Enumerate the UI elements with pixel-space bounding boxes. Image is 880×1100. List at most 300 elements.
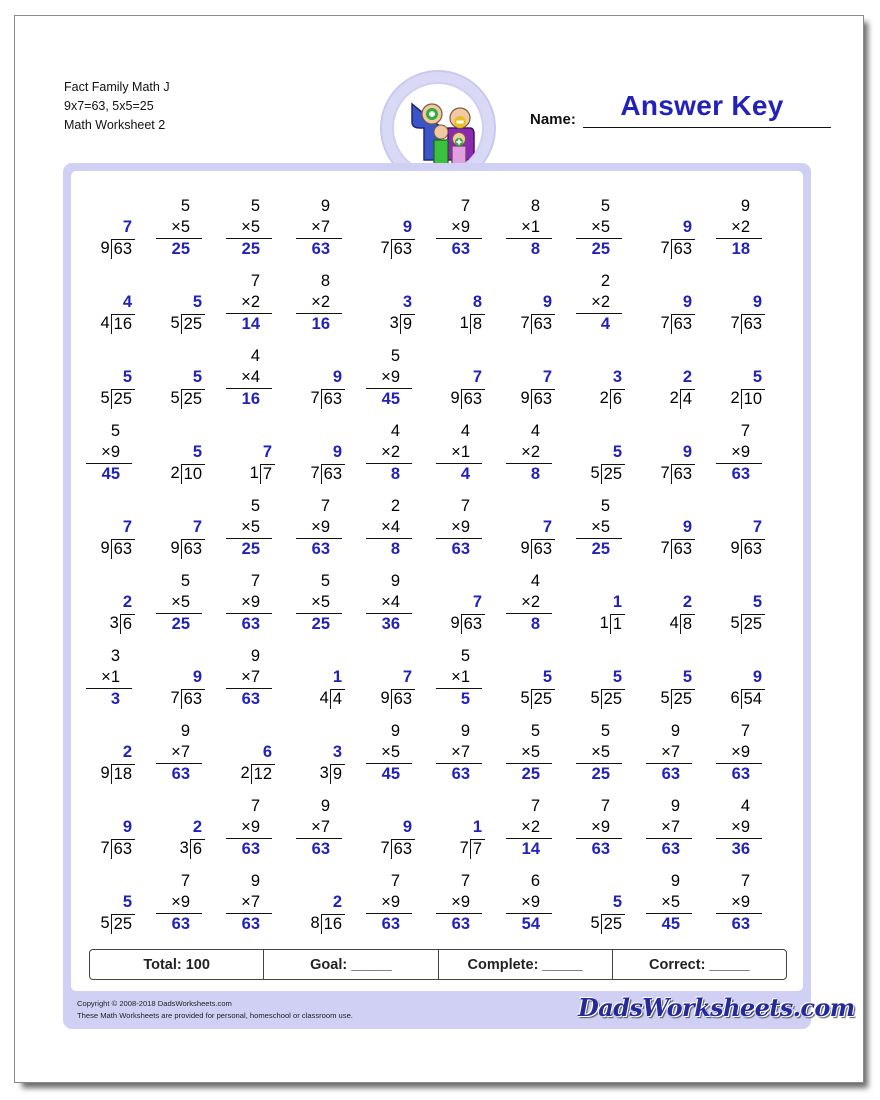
factor-bottom: ×2 <box>296 292 342 314</box>
quotient-answer: 5 <box>612 443 622 461</box>
quotient-answer: 8 <box>472 293 482 311</box>
copyright-notice <box>77 998 353 1022</box>
factor-top: 6 <box>530 872 540 890</box>
dividend: 63 <box>461 614 485 634</box>
long-division <box>320 688 345 709</box>
quotient-answer: 7 <box>472 368 482 386</box>
multiplication-problem <box>639 721 709 796</box>
factor-value: 2 <box>320 293 330 311</box>
usage-line: These Math Worksheets are provided for personal, homeschool or classroom use. <box>77 1011 353 1020</box>
factor-bottom: ×4 <box>366 592 412 614</box>
multiplication-stack <box>156 196 202 260</box>
multiplication-stack <box>506 721 552 785</box>
factor-value: 2 <box>390 443 400 461</box>
quotient-answer: 5 <box>612 893 622 911</box>
factor-value: 2 <box>530 818 540 836</box>
factor-top: 7 <box>460 197 470 215</box>
multiplication-problem <box>499 421 569 496</box>
dividend: 25 <box>111 914 135 934</box>
multiplication-problem <box>219 346 289 421</box>
factor-top: 4 <box>530 422 540 440</box>
factor-bottom: ×5 <box>576 517 622 539</box>
divisor: 7 <box>520 314 530 332</box>
factor-top: 9 <box>460 722 470 740</box>
multiplication-stack <box>646 721 692 785</box>
dividend: 63 <box>671 539 695 559</box>
long-division <box>250 463 275 484</box>
dividend: 54 <box>741 689 765 709</box>
long-division <box>730 313 765 334</box>
factor-top: 9 <box>670 797 680 815</box>
factor-bottom: ×9 <box>226 592 272 614</box>
dividend: 6 <box>610 389 625 409</box>
dividend: 16 <box>321 914 345 934</box>
long-division <box>170 538 205 559</box>
divisor: 6 <box>730 689 740 707</box>
divisor: 9 <box>450 389 460 407</box>
division-problem <box>569 421 639 496</box>
factor-value: 7 <box>670 743 680 761</box>
factor-bottom: ×7 <box>226 892 272 914</box>
division-problem <box>569 571 639 646</box>
divisor: 9 <box>520 389 530 407</box>
quotient-answer: 2 <box>192 818 202 836</box>
dividend: 25 <box>531 689 555 709</box>
dividend: 25 <box>181 389 205 409</box>
product-answer: 63 <box>381 915 400 933</box>
factor-top: 5 <box>320 572 330 590</box>
factor-value: 5 <box>320 593 330 611</box>
dividend: 63 <box>531 314 555 334</box>
multiplication-stack <box>436 646 482 710</box>
divisor: 2 <box>669 389 679 407</box>
factor-top: 9 <box>670 872 680 890</box>
factor-value: 1 <box>110 668 120 686</box>
product-answer: 16 <box>241 390 260 408</box>
quotient-answer: 2 <box>122 593 132 611</box>
dividend: 9 <box>330 764 345 784</box>
division-problem <box>289 721 359 796</box>
long-division <box>660 313 695 334</box>
product-answer: 63 <box>451 240 470 258</box>
dividend: 63 <box>671 464 695 484</box>
factor-value: 9 <box>740 443 750 461</box>
dividend: 63 <box>531 539 555 559</box>
division-problem <box>709 646 779 721</box>
division-problem <box>709 571 779 646</box>
quotient-answer: 7 <box>122 218 132 236</box>
factor-top: 7 <box>460 872 470 890</box>
factor-bottom: ×5 <box>576 217 622 239</box>
division-problem <box>79 571 149 646</box>
total-field: Total: 100 <box>90 950 264 979</box>
quotient-answer: 5 <box>122 368 132 386</box>
divisor: 7 <box>100 839 110 857</box>
long-division <box>100 313 135 334</box>
division-problem <box>149 346 219 421</box>
dividend: 12 <box>251 764 275 784</box>
divisor: 1 <box>599 614 609 632</box>
factor-value: 7 <box>460 743 470 761</box>
multiplication-stack <box>716 871 762 935</box>
factor-value: 9 <box>460 218 470 236</box>
factor-value: 9 <box>390 893 400 911</box>
multiplication-problem <box>219 871 289 946</box>
product-answer: 8 <box>530 240 540 258</box>
multiplication-problem <box>289 796 359 871</box>
multiplication-stack <box>436 421 482 485</box>
factor-top: 7 <box>250 272 260 290</box>
quotient-answer: 2 <box>682 593 692 611</box>
dividend: 25 <box>601 689 625 709</box>
factor-bottom: ×5 <box>646 892 692 914</box>
product-answer: 63 <box>241 915 260 933</box>
division-problem <box>569 646 639 721</box>
factor-top: 5 <box>180 197 190 215</box>
divisor: 7 <box>459 839 469 857</box>
division-problem <box>639 196 709 271</box>
multiplication-problem <box>149 721 219 796</box>
copyright-line: Copyright © 2008-2018 DadsWorksheets.com <box>77 999 232 1008</box>
product-answer: 45 <box>101 465 120 483</box>
divisor: 4 <box>319 689 329 707</box>
factor-value: 5 <box>250 218 260 236</box>
factor-top: 5 <box>530 722 540 740</box>
factor-top: 9 <box>250 647 260 665</box>
multiplication-stack <box>226 496 272 560</box>
factor-top: 3 <box>110 647 120 665</box>
multiplication-stack <box>226 646 272 710</box>
factor-top: 5 <box>250 497 260 515</box>
division-problem <box>289 646 359 721</box>
multiplication-stack <box>366 496 412 560</box>
multiplication-problem <box>149 871 219 946</box>
score-box <box>89 949 787 980</box>
multiplication-stack <box>366 871 412 935</box>
factor-value: 1 <box>530 218 540 236</box>
division-problem <box>709 346 779 421</box>
factor-bottom: ×2 <box>366 442 412 464</box>
factor-bottom: ×9 <box>506 892 552 914</box>
product-answer: 63 <box>451 765 470 783</box>
product-answer: 25 <box>591 540 610 558</box>
multiplication-problem <box>639 796 709 871</box>
long-division <box>390 313 415 334</box>
product-answer: 36 <box>731 840 750 858</box>
factor-value: 9 <box>250 818 260 836</box>
factor-value: 9 <box>110 443 120 461</box>
factor-value: 7 <box>320 218 330 236</box>
factor-bottom: ×9 <box>366 367 412 389</box>
multiplication-problem <box>499 571 569 646</box>
product-answer: 45 <box>661 915 680 933</box>
multiplication-problem <box>289 571 359 646</box>
long-division <box>320 763 345 784</box>
quotient-answer: 9 <box>682 293 692 311</box>
factor-value: 5 <box>600 218 610 236</box>
dividend: 63 <box>111 539 135 559</box>
brand-logo: DadsWorksheets.com <box>578 993 855 1022</box>
long-division <box>660 238 695 259</box>
multiplication-stack <box>716 796 762 860</box>
product-answer: 8 <box>530 615 540 633</box>
multiplication-problem <box>499 721 569 796</box>
multiplication-stack <box>366 346 412 410</box>
quotient-answer: 2 <box>682 368 692 386</box>
dividend: 16 <box>111 314 135 334</box>
multiplication-stack <box>226 871 272 935</box>
multiplication-stack <box>646 796 692 860</box>
quotient-answer: 9 <box>332 443 342 461</box>
division-problem <box>429 346 499 421</box>
multiplication-stack <box>226 196 272 260</box>
multiplication-problem <box>709 196 779 271</box>
product-answer: 63 <box>661 765 680 783</box>
divisor: 5 <box>170 389 180 407</box>
factor-bottom: ×5 <box>226 517 272 539</box>
factor-value: 9 <box>600 818 610 836</box>
quotient-answer: 5 <box>752 368 762 386</box>
factor-bottom: ×9 <box>436 517 482 539</box>
factor-value: 1 <box>460 668 470 686</box>
division-problem <box>639 346 709 421</box>
quotient-answer: 6 <box>262 743 272 761</box>
quotient-answer: 1 <box>332 668 342 686</box>
dividend: 63 <box>391 689 415 709</box>
product-answer: 25 <box>591 240 610 258</box>
division-problem <box>639 571 709 646</box>
divisor: 5 <box>730 614 740 632</box>
name-line <box>583 127 831 128</box>
dividend: 8 <box>680 614 695 634</box>
dividend: 10 <box>741 389 765 409</box>
factor-top: 4 <box>740 797 750 815</box>
long-division <box>460 838 485 859</box>
multiplication-problem <box>569 196 639 271</box>
factor-top: 7 <box>460 497 470 515</box>
factor-bottom: ×5 <box>156 217 202 239</box>
quotient-answer: 9 <box>542 293 552 311</box>
long-division <box>670 388 695 409</box>
division-problem <box>289 421 359 496</box>
multiplication-problem <box>429 721 499 796</box>
divisor: 7 <box>170 689 180 707</box>
divisor: 5 <box>660 689 670 707</box>
long-division <box>600 613 625 634</box>
divisor: 3 <box>389 314 399 332</box>
factor-bottom: ×9 <box>436 217 482 239</box>
divisor: 9 <box>100 764 110 782</box>
division-problem <box>429 796 499 871</box>
quotient-answer: 2 <box>122 743 132 761</box>
division-problem <box>149 421 219 496</box>
divisor: 5 <box>590 914 600 932</box>
division-problem <box>219 421 289 496</box>
factor-bottom: ×9 <box>226 817 272 839</box>
long-division <box>730 613 765 634</box>
multiplication-problem <box>219 646 289 721</box>
dividend: 6 <box>120 614 135 634</box>
product-answer: 63 <box>311 240 330 258</box>
problem-grid <box>79 196 779 946</box>
divisor: 5 <box>100 389 110 407</box>
quotient-answer: 2 <box>332 893 342 911</box>
multiplication-problem <box>219 496 289 571</box>
dividend: 25 <box>601 464 625 484</box>
divisor: 2 <box>240 764 250 782</box>
long-division <box>100 838 135 859</box>
factor-top: 2 <box>600 272 610 290</box>
dividend: 10 <box>181 464 205 484</box>
divisor: 7 <box>730 314 740 332</box>
goal-field: Goal: _____ <box>264 950 438 979</box>
product-answer: 54 <box>521 915 540 933</box>
divisor: 7 <box>660 314 670 332</box>
divisor: 9 <box>100 539 110 557</box>
long-division <box>380 838 415 859</box>
division-problem <box>639 646 709 721</box>
factor-bottom: ×9 <box>576 817 622 839</box>
multiplication-problem <box>709 871 779 946</box>
division-problem <box>149 796 219 871</box>
quotient-answer: 9 <box>752 668 762 686</box>
multiplication-problem <box>219 571 289 646</box>
factor-top: 5 <box>180 572 190 590</box>
quotient-answer: 7 <box>122 518 132 536</box>
multiplication-problem <box>149 571 219 646</box>
multiplication-problem <box>709 421 779 496</box>
factor-bottom: ×4 <box>366 517 412 539</box>
factor-value: 5 <box>600 743 610 761</box>
factor-value: 9 <box>250 593 260 611</box>
dividend: 4 <box>330 689 345 709</box>
factor-top: 5 <box>390 347 400 365</box>
multiplication-problem <box>499 196 569 271</box>
division-problem <box>79 196 149 271</box>
multiplication-stack <box>296 571 342 635</box>
worksheet-header <box>64 78 170 135</box>
multiplication-problem <box>569 496 639 571</box>
worksheet-number: Math Worksheet 2 <box>64 118 166 132</box>
factor-value: 5 <box>180 593 190 611</box>
factor-top: 7 <box>180 872 190 890</box>
multiplication-stack <box>436 496 482 560</box>
factor-bottom: ×5 <box>366 742 412 764</box>
dividend: 25 <box>601 914 625 934</box>
quotient-answer: 5 <box>612 668 622 686</box>
quotient-answer: 3 <box>402 293 412 311</box>
multiplication-stack <box>86 646 132 710</box>
product-answer: 63 <box>171 765 190 783</box>
multiplication-problem <box>289 271 359 346</box>
multiplication-problem <box>79 646 149 721</box>
product-answer: 3 <box>110 690 120 708</box>
dividend: 63 <box>391 839 415 859</box>
factor-value: 5 <box>670 893 680 911</box>
long-division <box>450 388 485 409</box>
division-problem <box>499 346 569 421</box>
long-division <box>730 538 765 559</box>
division-problem <box>149 646 219 721</box>
product-answer: 4 <box>600 315 610 333</box>
divisor: 3 <box>179 839 189 857</box>
product-answer: 14 <box>521 840 540 858</box>
multiplication-problem <box>709 721 779 796</box>
division-problem <box>569 346 639 421</box>
factor-value: 7 <box>250 668 260 686</box>
long-division <box>100 388 135 409</box>
factor-top: 7 <box>600 797 610 815</box>
division-problem <box>639 271 709 346</box>
multiplication-problem <box>569 271 639 346</box>
factor-value: 7 <box>320 818 330 836</box>
factor-value: 4 <box>250 368 260 386</box>
product-answer: 45 <box>381 390 400 408</box>
divisor: 9 <box>380 689 390 707</box>
factor-bottom: ×9 <box>296 517 342 539</box>
long-division <box>520 688 555 709</box>
division-problem <box>709 271 779 346</box>
quotient-answer: 7 <box>752 518 762 536</box>
multiplication-stack <box>646 871 692 935</box>
factor-value: 9 <box>530 893 540 911</box>
multiplication-stack <box>156 871 202 935</box>
long-division <box>380 238 415 259</box>
division-problem <box>149 496 219 571</box>
multiplication-problem <box>79 421 149 496</box>
product-answer: 25 <box>591 765 610 783</box>
worksheet-title: Fact Family Math J <box>64 80 170 94</box>
quotient-answer: 9 <box>332 368 342 386</box>
division-problem <box>79 271 149 346</box>
divisor: 7 <box>310 389 320 407</box>
divisor: 3 <box>109 614 119 632</box>
divisor: 7 <box>380 239 390 257</box>
divisor: 8 <box>310 914 320 932</box>
divisor: 3 <box>319 764 329 782</box>
name-label: Name: <box>530 111 576 128</box>
factor-bottom: ×9 <box>366 892 412 914</box>
multiplication-stack <box>576 496 622 560</box>
quotient-answer: 9 <box>402 218 412 236</box>
long-division <box>520 538 555 559</box>
divisor: 9 <box>450 614 460 632</box>
multiplication-problem <box>219 796 289 871</box>
divisor: 5 <box>590 689 600 707</box>
divisor: 5 <box>590 464 600 482</box>
factor-bottom: ×5 <box>226 217 272 239</box>
multiplication-problem <box>219 271 289 346</box>
quotient-answer: 7 <box>542 368 552 386</box>
factor-value: 4 <box>390 593 400 611</box>
factor-bottom: ×1 <box>86 667 132 689</box>
factor-bottom: ×2 <box>716 217 762 239</box>
quotient-answer: 9 <box>752 293 762 311</box>
quotient-answer: 9 <box>682 218 692 236</box>
product-answer: 8 <box>390 540 400 558</box>
divisor: 5 <box>100 914 110 932</box>
division-problem <box>219 721 289 796</box>
multiplication-problem <box>499 871 569 946</box>
product-answer: 8 <box>530 465 540 483</box>
multiplication-stack <box>296 496 342 560</box>
dividend: 4 <box>680 389 695 409</box>
factor-value: 5 <box>250 518 260 536</box>
factor-value: 2 <box>250 293 260 311</box>
division-problem <box>499 646 569 721</box>
multiplication-problem <box>429 496 499 571</box>
product-answer: 25 <box>241 240 260 258</box>
